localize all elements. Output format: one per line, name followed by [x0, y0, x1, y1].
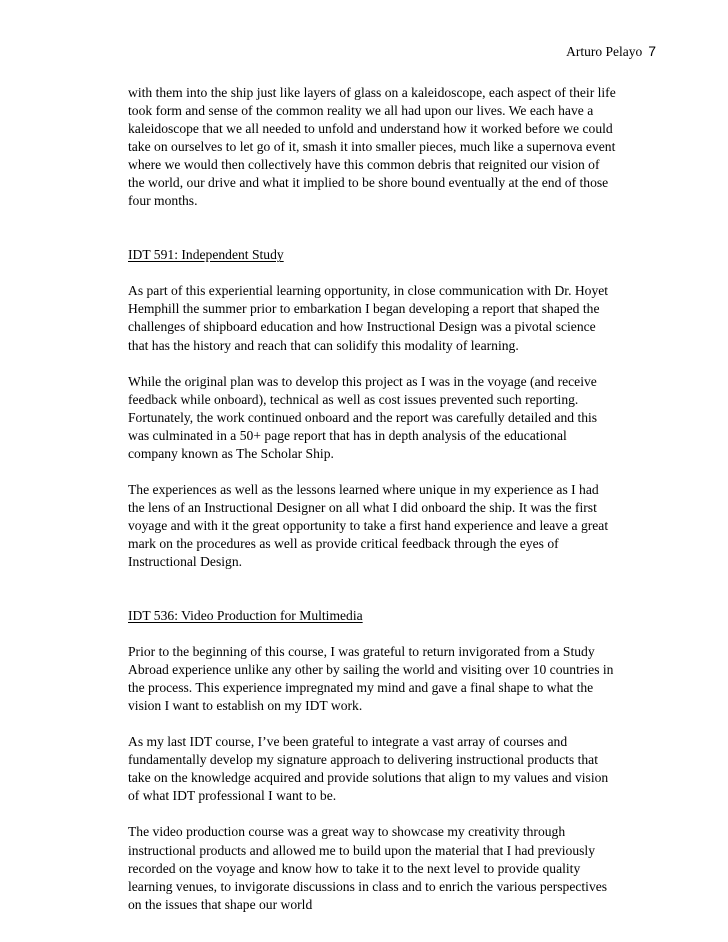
paragraph: The video production course was a great way to showcase my creativity through instructional products and allowed me to build upon the material that I had previously recorded on the voyage and know how to take it to the next level to provide quality learning venues, to invigorate discussions in class and to enrich the various perspectives on the issues that shape our world: [128, 824, 608, 912]
page-number: 7: [648, 43, 656, 59]
intro-paragraph: with them into the ship just like layers of glass on a kaleidoscope, each aspect of their life took form and sense of the common reality we all had upon our lives. We each have a kaleidoscope that we all needed to unfold and understand how it worked before we could take on ourselves to let go of it, smash it into smaller pieces, much like a supernova event where we would then collectively have this common debris that reignited our vision of the world, our drive and what it implied to be shore bound eventually at the end of those four months.: [128, 85, 616, 209]
author-name: Arturo Pelayo: [566, 44, 643, 59]
section-heading-independent-study: IDT 591: Independent Study: [128, 247, 284, 263]
page-header: [566, 42, 656, 61]
paragraph: Prior to the beginning of this course, I was grateful to return invigorated from a Study Abroad experience unlike any other by sailing the world and visiting over 10 countries in the process. This experience impregnated my mind and gave a final shape to what the vision I want to establish on my IDT work.: [128, 644, 614, 714]
paragraph: The experiences as well as the lessons learned where unique in my experience as I had the lens of an Instructional Designer on all what I did onboard the ship. It was the first voyage and with it the great opportunity to take a first hand experience and leave a great mark on the procedures as well as provide critical feedback through the eyes of Instructional Design.: [128, 481, 609, 569]
document-body: [128, 84, 648, 914]
paragraph: While the original plan was to develop this project as I was in the voyage (and receive feedback while onboard), technical as well as cost issues prevented such reporting. Fortunately, the work continued onboard and the report was carefully detailed and this was culminated in a 50+ page report that has in depth analysis of the educational company known as The Scholar Ship.: [128, 373, 598, 461]
paragraph: As part of this experiential learning opportunity, in close communication with Dr. Hoyet Hemphill the summer prior to embarkation I began developing a report that shaped the challenges of shipboard education and how Instructional Design was a pivotal science that has the history and reach that can solidify this modality of learning.: [128, 283, 609, 353]
section-heading-video-production: IDT 536: Video Production for Multimedia: [128, 608, 363, 624]
paragraph: As my last IDT course, I’ve been grateful to integrate a vast array of courses and fundamentally develop my signature approach to delivering instructional products that take on the knowledge acquired and provide solutions that align to my values and vision of what IDT professional I want to be.: [128, 734, 609, 804]
